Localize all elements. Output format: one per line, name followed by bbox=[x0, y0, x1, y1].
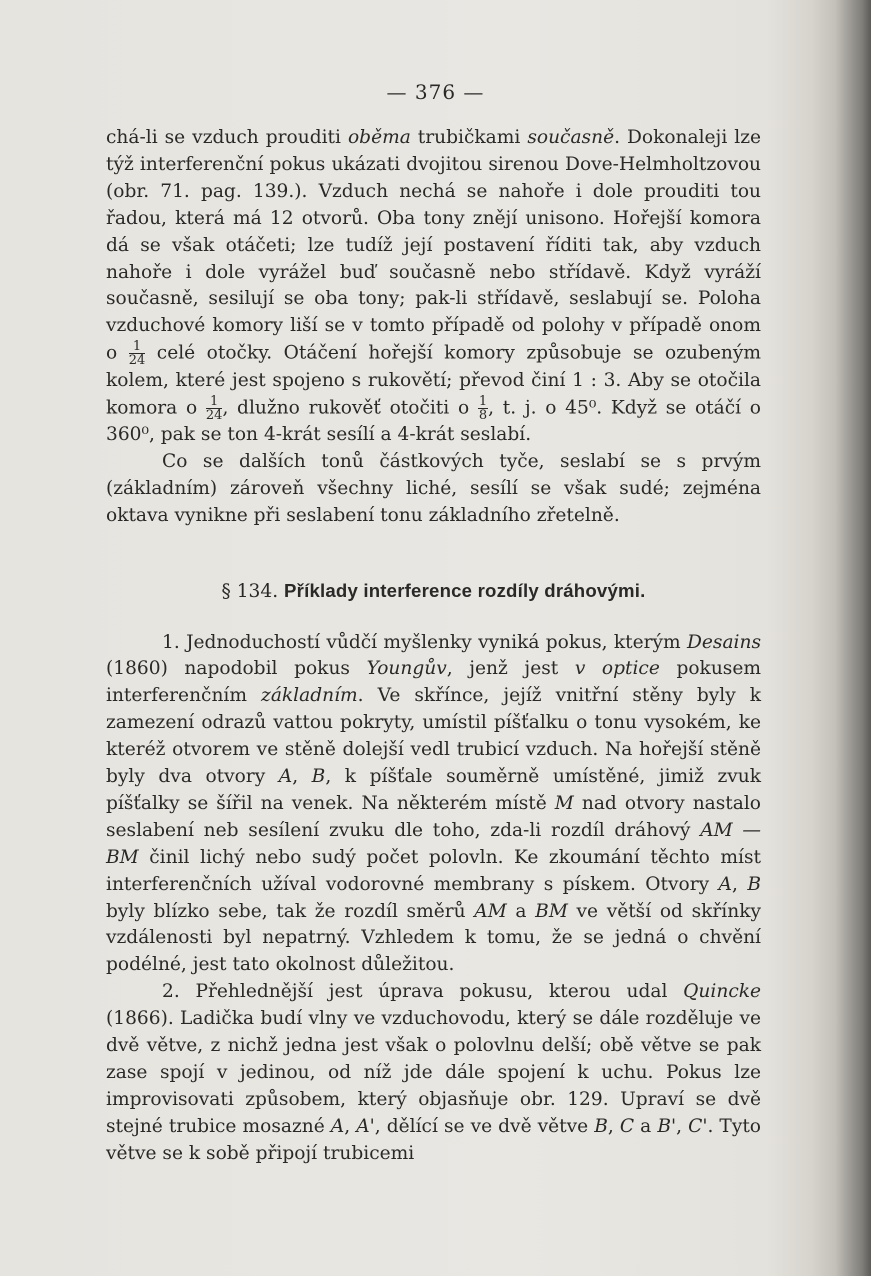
text: byly blízko sebe, tak že rozdíl směrů bbox=[106, 900, 475, 922]
emphasis: B' bbox=[657, 1115, 677, 1137]
paragraph-2: Co se dalších tonů částkových tyče, seslabí se s prvým (základním) zároveň všechny liché, sesílí se však sudé; zejména oktava vynikne při seslabení tonu základního zřetelně. bbox=[106, 450, 761, 526]
text: , dělící se ve dvě větve bbox=[374, 1115, 595, 1137]
text: , bbox=[676, 1115, 689, 1137]
emphasis: Quincke bbox=[683, 981, 761, 1003]
text: , bbox=[731, 873, 748, 895]
text: 1. Jednoduchostí vůdčí myšlenky vyniká pokus, kterým bbox=[162, 631, 687, 653]
emphasis: BM bbox=[535, 900, 568, 922]
emphasis: A bbox=[718, 873, 732, 895]
emphasis: Desains bbox=[686, 631, 761, 653]
emphasis: oběma bbox=[347, 127, 411, 148]
emphasis: B bbox=[594, 1115, 608, 1137]
emphasis: v optice bbox=[574, 658, 660, 680]
emphasis: A bbox=[278, 766, 293, 788]
text: . Ve skřínce, jejíž vnitřní stěny byly k zamezení odrazů vattou pokryty, umístil píšťalku o tonu vysokém, ke kteréž otvorem ve stěně dolejší vedl trubicí vzduch. Na hořejší stěně byly dva otvory bbox=[106, 685, 761, 788]
text: , jenž jest bbox=[446, 658, 575, 680]
text: , bbox=[344, 1115, 357, 1137]
emphasis: B bbox=[747, 873, 761, 895]
emphasis: A' bbox=[356, 1115, 375, 1137]
emphasis: současně bbox=[527, 127, 615, 148]
text: činil lichý nebo sudý počet polovln. Ke zkoumání těchto míst interferenčních užíval vodorovné membrany s pískem. Otvory bbox=[106, 846, 761, 895]
numerator: 1 bbox=[478, 393, 488, 409]
section-heading bbox=[106, 578, 761, 606]
denominator: 24 bbox=[128, 353, 146, 369]
emphasis: C bbox=[619, 1115, 635, 1137]
fraction-1-8 bbox=[478, 395, 488, 422]
text: , bbox=[292, 766, 312, 788]
paragraph-4 bbox=[106, 979, 761, 1167]
text: (1866). Ladička budí vlny ve vzduchovodu, který se dále rozděluje ve dvě větve, z nichž jedna jest však o polovlnu delší; obě větve se pak zase spojí v jedinou, od níž jde dále spojení k uchu. Pokus lze improvisovati způsobem, který objasňuje obr. 129. Upraví se dvě stejné trubice mosazné bbox=[106, 1008, 761, 1137]
emphasis: AM bbox=[474, 900, 507, 922]
emphasis: AM — BM bbox=[106, 819, 761, 868]
emphasis: A bbox=[330, 1115, 345, 1137]
binding-shadow bbox=[811, 0, 871, 1276]
text: celé otočky. Otáčení hořejší komory způsobuje se ozubeným kolem, které jest spojeno s rukovětí; převod činí 1 : 3. Aby se otočila komora o bbox=[106, 342, 761, 419]
fraction-1-24b bbox=[206, 395, 223, 422]
text: a bbox=[634, 1115, 658, 1137]
paragraph-3 bbox=[106, 630, 761, 980]
section-title: Příklady interference rozdíly dráhovými. bbox=[284, 579, 646, 601]
numerator: 1 bbox=[129, 340, 146, 354]
fraction-1-24 bbox=[129, 340, 146, 367]
text: a bbox=[506, 900, 536, 922]
text: , bbox=[607, 1115, 620, 1137]
text: pokusem interferenčním bbox=[106, 658, 761, 707]
emphasis: C' bbox=[688, 1115, 708, 1137]
text: chá-li se vzduch prouditi bbox=[106, 127, 348, 148]
text: . Tyto větve se k sobě připojí trubicemi bbox=[106, 1115, 761, 1164]
page-body bbox=[106, 125, 761, 1168]
text: , t. j. o 45⁰. Když se otáčí o 360⁰, pak se ton 4-krát sesílí a 4-krát seslabí. bbox=[106, 397, 761, 445]
text: 2. Přehlednější jest úprava pokusu, kterou udal bbox=[162, 981, 684, 1003]
emphasis: Youngův bbox=[366, 658, 447, 680]
text: ve větší od skřínky vzdálenosti byl nepatrný. Vzhledem k tomu, že se jedná o chvění podélné, jest tato okolnost důležitou. bbox=[106, 900, 761, 976]
page-number: — 376 — bbox=[386, 80, 485, 104]
text: (1860) napodobil pokus bbox=[106, 658, 367, 680]
text: . Dokonaleji lze týž interferenční pokus ukázati dvojitou sirenou Dove-Helmholtzovou (obr. 71. pag. 139.). Vzduch nechá se nahoře i dole prouditi tou řadou, která má 12 otvorů. Oba tony znějí unisono. Hořejší komora dá se však otáčeti; lze tudíž její postavení říditi tak, aby vzduch nahoře i dole vyrážel buď současně nebo střídavě. Když vyráží současně, sesilují se oba tony; pak-li střídavě, seslabují se. Poloha vzduchové komory liší se v tomto případě od polohy v případě onom o bbox=[106, 127, 762, 364]
emphasis: základním bbox=[261, 685, 358, 707]
emphasis: B bbox=[311, 766, 326, 788]
section-number: § 134. bbox=[221, 580, 279, 602]
denominator: 24 bbox=[205, 407, 223, 423]
text: , k píšťale souměrně umístěné, jimiž zvuk píšťalky se šířil na venek. Na některém místě bbox=[106, 766, 762, 814]
emphasis: M bbox=[554, 792, 574, 814]
numerator: 1 bbox=[206, 395, 223, 409]
text: trubičkami bbox=[410, 127, 528, 148]
text: , dlužno rukověť otočiti o bbox=[222, 397, 478, 419]
paragraph-1 bbox=[106, 125, 761, 449]
text: nad otvory nastalo seslabení neb sesílení zvuku dle toho, zda-li rozdíl dráhový bbox=[106, 792, 761, 841]
denominator: 8 bbox=[478, 407, 488, 423]
